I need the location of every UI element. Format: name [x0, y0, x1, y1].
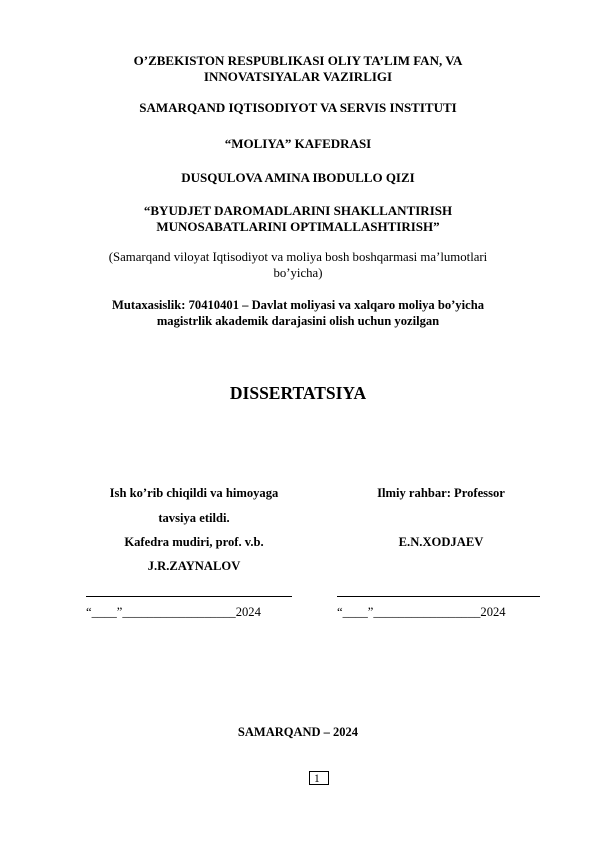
institute-name: SAMARQAND IQTISODIYOT VA SERVIS INSTITUTI: [139, 100, 457, 115]
source-line-1: (Samarqand viloyat Iqtisodiyot va moliya bosh boshqarmasi ma’lumotlari: [108, 250, 488, 264]
ministry-name: [0, 53, 596, 85]
ministry-line-1: O’ZBEKISTON RESPUBLIKASI OLIY TA’LIM FAN, VA: [133, 53, 463, 68]
review-line-1-text: Ish ko’rib chiqildi va himoyaga: [109, 486, 279, 500]
head-of-department-name: J.R.ZAYNALOV: [147, 559, 241, 573]
supervisor-name: E.N.XODJAEV: [398, 535, 484, 549]
specialty-line-2: magistrlik akademik darajasini olish uchun yozilgan: [156, 314, 440, 328]
ministry-line-2: INNOVATSIYALAR VAZIRLIGI: [203, 69, 393, 84]
dissertation-topic: [0, 203, 596, 235]
topic-line-1: “BYUDJET DAROMADLARINI SHAKLLANTIRISH: [143, 203, 453, 218]
head-of-department-title: Kafedra mudiri, prof. v.b.: [124, 535, 264, 549]
right-date-line: “____”_________________2024: [337, 605, 506, 619]
specialty-info: [0, 297, 596, 329]
left-signature-line: [86, 596, 292, 597]
right-signature-line: [337, 596, 540, 597]
supervisor-title: Ilmiy rahbar: Professor: [377, 486, 505, 500]
page-number: 1: [309, 771, 329, 785]
author-name: DUSQULOVA AMINA IBODULLO QIZI: [181, 170, 415, 185]
city-year: SAMARQAND – 2024: [237, 725, 359, 739]
review-line-2-text: tavsiya etildi.: [158, 511, 230, 525]
topic-line-2: MUNOSABATLARINI OPTIMALLASHTIRISH”: [156, 219, 440, 234]
left-date-line: “____”__________________2024: [86, 605, 261, 619]
data-source-note: [0, 249, 596, 281]
department-name: “MOLIYA” KAFEDRASI: [224, 136, 372, 151]
source-line-2: bo’yicha): [273, 266, 323, 280]
specialty-line-1: Mutaxasislik: 70410401 – Davlat moliyasi va xalqaro moliya bo’yicha: [112, 298, 484, 312]
document-type: DISSERTATSIYA: [229, 383, 367, 403]
